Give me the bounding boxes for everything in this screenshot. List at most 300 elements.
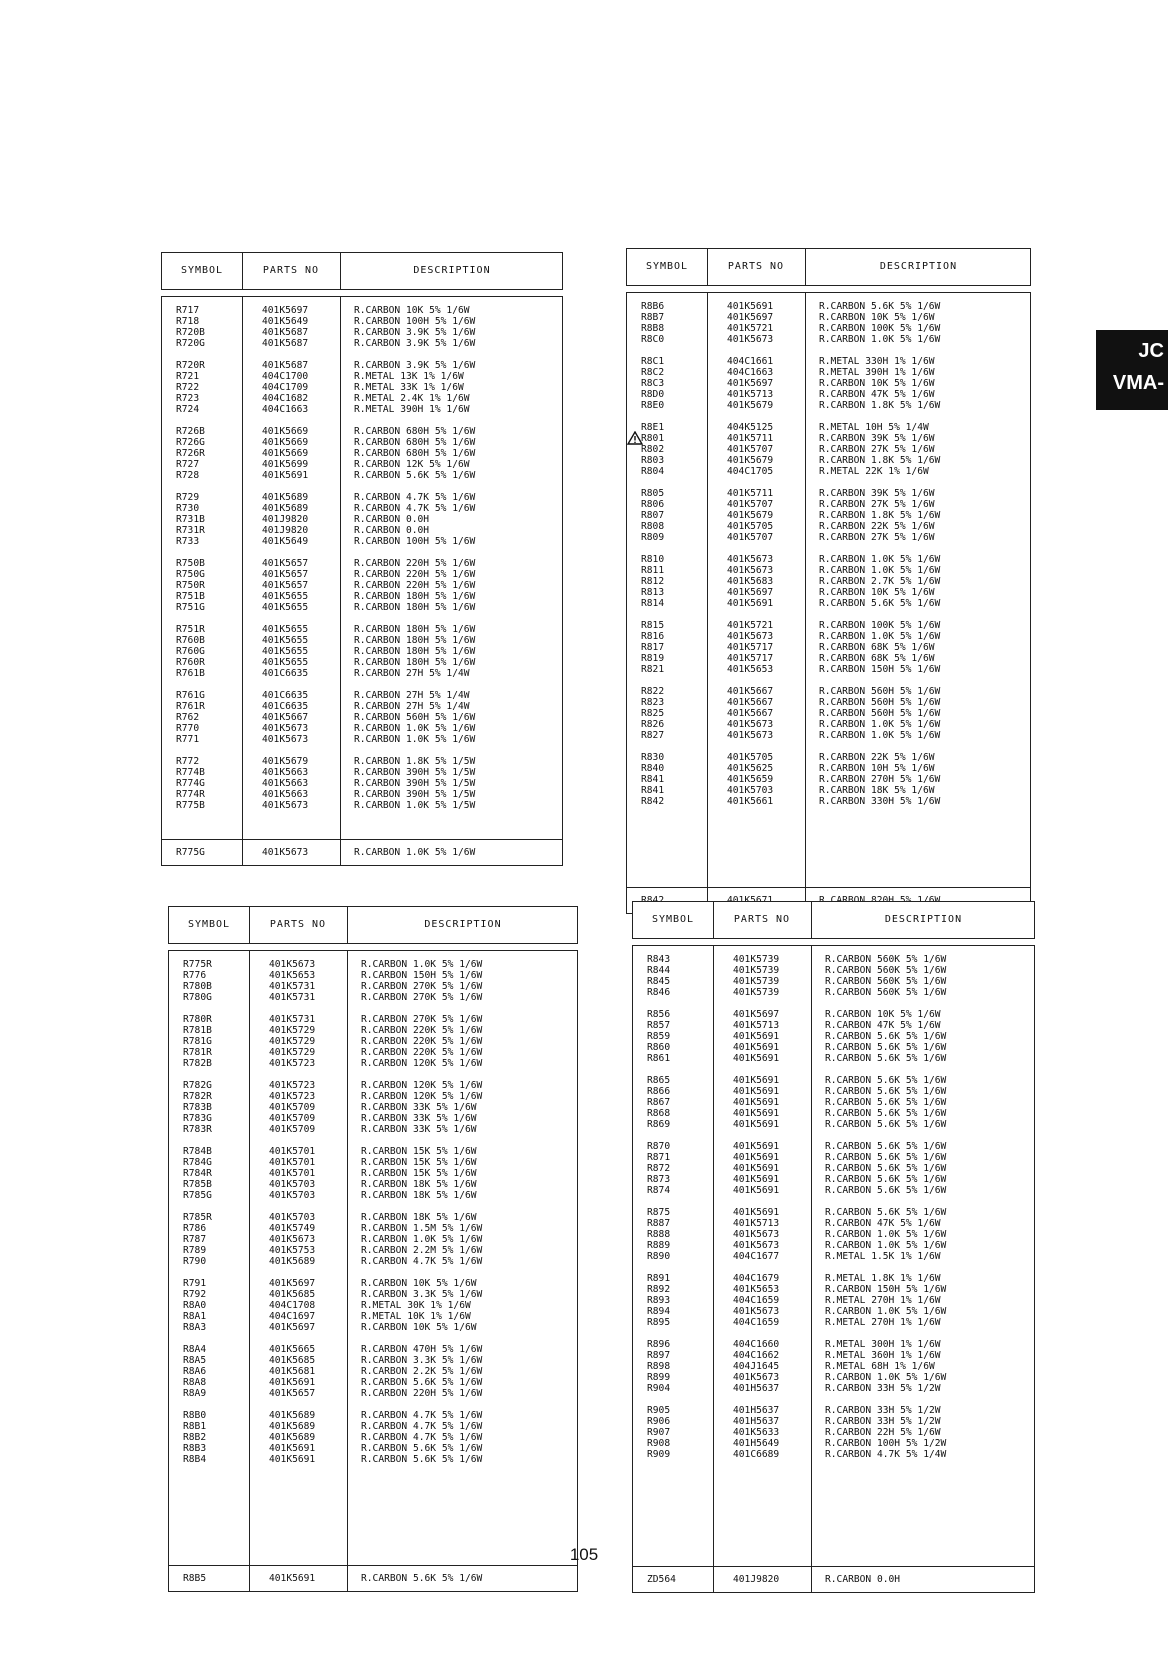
symbol-cell: R726R — [176, 448, 205, 459]
symbol-cell: R782B — [183, 1058, 212, 1069]
parts-no-cell: 401K5655 — [262, 635, 309, 646]
parts-table-2 — [626, 248, 1031, 807]
table-row — [633, 1251, 1034, 1262]
row-group — [633, 954, 1034, 998]
symbol-cell: R825 — [641, 708, 665, 719]
description-cell: R.METAL 13K 1% 1/6W — [354, 371, 464, 382]
parts-no-cell: 401K5663 — [262, 767, 309, 778]
table-row — [169, 1256, 577, 1267]
table-row — [162, 558, 562, 569]
header-parts-no: PARTS NO — [269, 919, 327, 930]
parts-no-cell: 401K5689 — [269, 1421, 316, 1432]
header-description: DESCRIPTION — [413, 265, 491, 276]
symbol-cell: R856 — [647, 1009, 671, 1020]
parts-no-cell: 401K5703 — [269, 1179, 316, 1190]
description-cell: R.CARBON 5.6K 5% 1/6W — [819, 301, 941, 312]
symbol-cell: R750G — [176, 569, 205, 580]
table-row — [169, 1146, 577, 1157]
table-row — [633, 1240, 1034, 1251]
parts-no-cell: 404C1679 — [733, 1273, 780, 1284]
table-row — [169, 959, 577, 970]
symbol-cell: R783B — [183, 1102, 212, 1113]
description-cell: R.CARBON 3.3K 5% 1/6W — [361, 1289, 483, 1300]
description-cell: R.CARBON 18K 5% 1/6W — [819, 785, 935, 796]
parts-no-cell: 401K5691 — [733, 1108, 780, 1119]
symbol-cell: R782R — [183, 1091, 212, 1102]
parts-no-cell: 401K5739 — [733, 965, 780, 976]
description-cell: R.CARBON 1.5M 5% 1/6W — [361, 1223, 483, 1234]
symbol-cell: R731R — [176, 525, 205, 536]
description-cell: R.METAL 270H 1% 1/6W — [825, 1317, 941, 1328]
description-cell: R.CARBON 220H 5% 1/6W — [361, 1388, 483, 1399]
parts-no-cell: 401K5701 — [269, 1157, 316, 1168]
description-cell: R.METAL 330H 1% 1/6W — [819, 356, 935, 367]
description-cell: R.CARBON 1.0K 5% 1/6W — [354, 723, 476, 734]
description-cell: R.CARBON 3.9K 5% 1/6W — [354, 360, 476, 371]
symbol-cell: R846 — [647, 987, 671, 998]
table-row — [627, 730, 1030, 741]
description-cell: R.CARBON 18K 5% 1/6W — [361, 1179, 477, 1190]
parts-no-cell: 401K5731 — [269, 992, 316, 1003]
description-cell: R.CARBON 47K 5% 1/6W — [819, 389, 935, 400]
table-row — [627, 631, 1030, 642]
table-row — [162, 847, 562, 858]
parts-no-cell: 401K5633 — [733, 1427, 780, 1438]
table-row — [627, 763, 1030, 774]
description-cell: R.CARBON 10H 5% 1/6W — [819, 763, 935, 774]
parts-no-cell: 401K5687 — [262, 360, 309, 371]
table-row — [162, 591, 562, 602]
row-group — [169, 1080, 577, 1135]
table-row — [169, 1102, 577, 1113]
description-cell: R.CARBON 15K 5% 1/6W — [361, 1146, 477, 1157]
table-row — [162, 338, 562, 349]
parts-no-cell: 401K5697 — [269, 1278, 316, 1289]
header-symbol: SYMBOL — [645, 261, 689, 272]
table-row — [169, 1289, 577, 1300]
parts-no-cell: 401K5691 — [269, 1573, 316, 1584]
table-row — [633, 954, 1034, 965]
side-tab-line1: JC — [1138, 340, 1164, 362]
row-group — [633, 1405, 1034, 1460]
symbol-cell: R804 — [641, 466, 665, 477]
table-header — [168, 906, 578, 944]
parts-no-cell: 401C6689 — [733, 1449, 780, 1460]
parts-no-cell: 401K5659 — [727, 774, 774, 785]
table-divider — [633, 1566, 1034, 1567]
description-cell: R.CARBON 10K 5% 1/6W — [819, 587, 935, 598]
symbol-cell: R814 — [641, 598, 665, 609]
symbol-cell: R717 — [176, 305, 200, 316]
description-cell: R.CARBON 270H 5% 1/6W — [819, 774, 941, 785]
parts-no-cell: 401K5697 — [269, 1322, 316, 1333]
symbol-cell: R807 — [641, 510, 665, 521]
symbol-cell: R727 — [176, 459, 200, 470]
description-cell: R.CARBON 560K 5% 1/6W — [825, 987, 947, 998]
parts-no-cell: 401K5711 — [727, 488, 774, 499]
parts-no-cell: 404C1659 — [733, 1295, 780, 1306]
table-row — [162, 459, 562, 470]
description-cell: R.CARBON 27H 5% 1/4W — [354, 701, 470, 712]
parts-no-cell: 401K5723 — [269, 1080, 316, 1091]
description-cell: R.CARBON 5.6K 5% 1/6W — [825, 1141, 947, 1152]
parts-no-cell: 401K5657 — [269, 1388, 316, 1399]
symbol-cell: R842 — [641, 796, 665, 807]
symbol-cell: R896 — [647, 1339, 671, 1350]
symbol-cell: R907 — [647, 1427, 671, 1438]
table-row — [162, 778, 562, 789]
row-group — [633, 1207, 1034, 1262]
symbol-cell: R8B2 — [183, 1432, 207, 1443]
description-cell: R.CARBON 5.6K 5% 1/6W — [825, 1207, 947, 1218]
table-row — [162, 305, 562, 316]
symbol-cell: R887 — [647, 1218, 671, 1229]
parts-no-cell: 401K5691 — [733, 1163, 780, 1174]
row-group — [169, 1344, 577, 1399]
parts-no-cell: 401K5697 — [733, 1009, 780, 1020]
header-symbol: SYMBOL — [187, 919, 231, 930]
description-cell: R.CARBON 560H 5% 1/6W — [819, 708, 941, 719]
parts-no-cell: 401K5713 — [727, 389, 774, 400]
symbol-cell: R8B7 — [641, 312, 665, 323]
symbol-cell: R8B1 — [183, 1421, 207, 1432]
symbol-cell: R8E0 — [641, 400, 665, 411]
table-row — [633, 976, 1034, 987]
symbol-cell: R726G — [176, 437, 205, 448]
description-cell: R.CARBON 120K 5% 1/6W — [361, 1080, 483, 1091]
description-cell: R.CARBON 27K 5% 1/6W — [819, 532, 935, 543]
description-cell: R.CARBON 10K 5% 1/6W — [361, 1322, 477, 1333]
description-cell: R.CARBON 270K 5% 1/6W — [361, 981, 483, 992]
symbol-cell: R8E1 — [641, 422, 665, 433]
symbol-cell: R8B6 — [641, 301, 665, 312]
table-row — [169, 1278, 577, 1289]
table-row — [633, 1152, 1034, 1163]
table-body — [168, 950, 578, 1592]
symbol-cell: R841 — [641, 774, 665, 785]
description-cell: R.CARBON 15K 5% 1/6W — [361, 1157, 477, 1168]
parts-no-cell: 401K5689 — [269, 1256, 316, 1267]
table-row — [162, 536, 562, 547]
symbol-cell: R729 — [176, 492, 200, 503]
table-row — [169, 1366, 577, 1377]
symbol-cell: R827 — [641, 730, 665, 741]
parts-no-cell: 401K5667 — [727, 686, 774, 697]
table-row — [169, 1410, 577, 1421]
row-group — [162, 624, 562, 679]
symbol-cell: R888 — [647, 1229, 671, 1240]
table-row — [162, 503, 562, 514]
table-row — [633, 1295, 1034, 1306]
parts-no-cell: 401K5679 — [727, 510, 774, 521]
symbol-cell: R812 — [641, 576, 665, 587]
parts-no-cell: 401K5703 — [727, 785, 774, 796]
symbol-cell: R8A0 — [183, 1300, 207, 1311]
description-cell: R.CARBON 5.6K 5% 1/6W — [354, 470, 476, 481]
description-cell: R.CARBON 0.0H — [825, 1574, 901, 1585]
table-row — [627, 532, 1030, 543]
parts-no-cell: 401K5673 — [733, 1372, 780, 1383]
side-index-tab — [1096, 330, 1168, 410]
symbol-cell: R823 — [641, 697, 665, 708]
symbol-cell: R784G — [183, 1157, 212, 1168]
description-cell: R.CARBON 2.2M 5% 1/6W — [361, 1245, 483, 1256]
table-row — [169, 1047, 577, 1058]
table-row — [627, 444, 1030, 455]
table-row — [169, 1432, 577, 1443]
description-cell: R.METAL 360H 1% 1/6W — [825, 1350, 941, 1361]
table-row — [627, 378, 1030, 389]
description-cell: R.METAL 10H 5% 1/4W — [819, 422, 929, 433]
description-cell: R.CARBON 150H 5% 1/6W — [825, 1284, 947, 1295]
table-divider — [627, 887, 1030, 888]
table-row — [169, 1113, 577, 1124]
table-row — [633, 1207, 1034, 1218]
symbol-cell: R817 — [641, 642, 665, 653]
table-row — [627, 433, 1030, 444]
table-row — [633, 1438, 1034, 1449]
table-row — [169, 981, 577, 992]
table-row — [162, 690, 562, 701]
description-cell: R.CARBON 1.0K 5% 1/6W — [354, 847, 476, 858]
symbol-cell: R811 — [641, 565, 665, 576]
row-group — [633, 1075, 1034, 1130]
description-cell: R.CARBON 22H 5% 1/6W — [825, 1427, 941, 1438]
description-cell: R.CARBON 1.0K 5% 1/6W — [361, 959, 483, 970]
header-description: DESCRIPTION — [424, 919, 502, 930]
table-row — [162, 646, 562, 657]
row-group — [169, 1573, 577, 1584]
parts-no-cell: 401K5673 — [262, 847, 309, 858]
table-row — [627, 686, 1030, 697]
parts-no-cell: 401K5713 — [733, 1020, 780, 1031]
description-cell: R.CARBON 27H 5% 1/4W — [354, 690, 470, 701]
description-cell: R.CARBON 33H 5% 1/2W — [825, 1383, 941, 1394]
description-cell: R.CARBON 1.0K 5% 1/6W — [825, 1306, 947, 1317]
table-row — [627, 620, 1030, 631]
parts-no-cell: 401C6635 — [262, 690, 309, 701]
description-cell: R.CARBON 680H 5% 1/6W — [354, 448, 476, 459]
table-row — [627, 422, 1030, 433]
header-parts-no: PARTS NO — [727, 261, 785, 272]
parts-no-cell: 401K5653 — [733, 1284, 780, 1295]
parts-no-cell: 404C1677 — [733, 1251, 780, 1262]
parts-no-cell: 401K5691 — [733, 1119, 780, 1130]
parts-no-cell: 401K5729 — [269, 1036, 316, 1047]
symbol-cell: R8A6 — [183, 1366, 207, 1377]
description-cell: R.CARBON 270K 5% 1/6W — [361, 992, 483, 1003]
parts-no-cell: 401K5679 — [727, 455, 774, 466]
description-cell: R.CARBON 10K 5% 1/6W — [354, 305, 470, 316]
header-symbol: SYMBOL — [180, 265, 224, 276]
description-cell: R.CARBON 5.6K 5% 1/6W — [819, 598, 941, 609]
row-group — [627, 488, 1030, 543]
symbol-cell: R760R — [176, 657, 205, 668]
table-row — [169, 1223, 577, 1234]
symbol-cell: R761B — [176, 668, 205, 679]
table-row — [627, 653, 1030, 664]
description-cell: R.CARBON 4.7K 5% 1/6W — [354, 492, 476, 503]
symbol-cell: R8B3 — [183, 1443, 207, 1454]
row-group — [627, 301, 1030, 345]
parts-no-cell: 401K5657 — [262, 580, 309, 591]
parts-no-cell: 401K5691 — [733, 1207, 780, 1218]
symbol-cell: R792 — [183, 1289, 207, 1300]
parts-no-cell: 401K5685 — [269, 1289, 316, 1300]
parts-no-cell: 401K5667 — [262, 712, 309, 723]
table-row — [169, 1421, 577, 1432]
table-row — [627, 587, 1030, 598]
symbol-cell: R841 — [641, 785, 665, 796]
description-cell: R.METAL 1.5K 1% 1/6W — [825, 1251, 941, 1262]
description-cell: R.CARBON 4.7K 5% 1/6W — [361, 1256, 483, 1267]
parts-no-cell: 401K5661 — [727, 796, 774, 807]
table-divider — [169, 1565, 577, 1566]
symbol-cell: R806 — [641, 499, 665, 510]
table-row — [162, 448, 562, 459]
table-row — [627, 708, 1030, 719]
symbol-cell: ZD564 — [647, 1574, 676, 1585]
table-row — [169, 1190, 577, 1201]
row-group — [633, 1009, 1034, 1064]
table-row — [162, 657, 562, 668]
symbol-cell: R870 — [647, 1141, 671, 1152]
parts-no-cell: 401K5653 — [727, 664, 774, 675]
table-row — [162, 767, 562, 778]
symbol-cell: R819 — [641, 653, 665, 664]
table-row — [162, 327, 562, 338]
parts-table-1 — [161, 252, 563, 858]
description-cell: R.CARBON 330H 5% 1/6W — [819, 796, 941, 807]
symbol-cell: R781G — [183, 1036, 212, 1047]
parts-no-cell: 404C1705 — [727, 466, 774, 477]
symbol-cell: R810 — [641, 554, 665, 565]
parts-no-cell: 401K5739 — [733, 954, 780, 965]
description-cell: R.CARBON 180H 5% 1/6W — [354, 657, 476, 668]
parts-no-cell: 401K5673 — [727, 730, 774, 741]
table-row — [627, 796, 1030, 807]
symbol-cell: R893 — [647, 1295, 671, 1306]
table-row — [162, 437, 562, 448]
table-row — [627, 400, 1030, 411]
symbol-cell: R8B0 — [183, 1410, 207, 1421]
symbol-cell: R8A5 — [183, 1355, 207, 1366]
symbol-cell: R723 — [176, 393, 200, 404]
table-row — [169, 1091, 577, 1102]
table-row — [633, 1383, 1034, 1394]
symbol-cell: R783R — [183, 1124, 212, 1135]
parts-no-cell: 401K5649 — [262, 536, 309, 547]
table-row — [633, 1042, 1034, 1053]
symbol-cell: R8A3 — [183, 1322, 207, 1333]
table-row — [162, 602, 562, 613]
symbol-cell: R781R — [183, 1047, 212, 1058]
table-row — [627, 719, 1030, 730]
symbol-cell: R780B — [183, 981, 212, 992]
parts-no-cell: 401K5673 — [262, 734, 309, 745]
table-row — [169, 1573, 577, 1584]
parts-table-4 — [632, 901, 1035, 1585]
symbol-cell: R905 — [647, 1405, 671, 1416]
symbol-cell: R728 — [176, 470, 200, 481]
table-row — [627, 323, 1030, 334]
parts-no-cell: 401K5673 — [733, 1240, 780, 1251]
description-cell: R.CARBON 560K 5% 1/6W — [825, 954, 947, 965]
description-cell: R.CARBON 100H 5% 1/2W — [825, 1438, 947, 1449]
row-group — [633, 1141, 1034, 1196]
table-row — [633, 1339, 1034, 1350]
symbol-cell: R776 — [183, 970, 207, 981]
row-group — [169, 1278, 577, 1333]
table-row — [633, 1284, 1034, 1295]
parts-no-cell: 401K5721 — [727, 620, 774, 631]
parts-no-cell: 401K5655 — [262, 591, 309, 602]
symbol-cell: R898 — [647, 1361, 671, 1372]
symbol-cell: R815 — [641, 620, 665, 631]
row-group — [162, 690, 562, 745]
parts-no-cell: 401K5739 — [733, 987, 780, 998]
row-group — [627, 554, 1030, 609]
table-row — [627, 466, 1030, 477]
description-cell: R.CARBON 68K 5% 1/6W — [819, 642, 935, 653]
table-row — [633, 1141, 1034, 1152]
table-row — [162, 712, 562, 723]
parts-no-cell: 401K5707 — [727, 532, 774, 543]
symbol-cell: R8C3 — [641, 378, 665, 389]
table-row — [633, 1574, 1034, 1585]
description-cell: R.CARBON 27H 5% 1/4W — [354, 668, 470, 679]
symbol-cell: R801 — [641, 433, 665, 444]
table-row — [162, 426, 562, 437]
parts-no-cell: 401K5681 — [269, 1366, 316, 1377]
symbol-cell: R783G — [183, 1113, 212, 1124]
parts-no-cell: 401K5689 — [269, 1432, 316, 1443]
description-cell: R.CARBON 1.0K 5% 1/6W — [361, 1234, 483, 1245]
parts-no-cell: 401K5683 — [727, 576, 774, 587]
symbol-cell: R790 — [183, 1256, 207, 1267]
symbol-cell: R762 — [176, 712, 200, 723]
parts-no-cell: 401K5691 — [733, 1141, 780, 1152]
table-row — [162, 635, 562, 646]
table-row — [169, 1388, 577, 1399]
description-cell: R.CARBON 1.0K 5% 1/6W — [819, 730, 941, 741]
parts-table-3 — [168, 906, 578, 1584]
description-cell: R.CARBON 470H 5% 1/6W — [361, 1344, 483, 1355]
symbol-cell: R899 — [647, 1372, 671, 1383]
table-row — [169, 1355, 577, 1366]
table-body — [161, 296, 563, 866]
description-cell: R.CARBON 22K 5% 1/6W — [819, 752, 935, 763]
description-cell: R.CARBON 47K 5% 1/6W — [825, 1218, 941, 1229]
description-cell: R.CARBON 100H 5% 1/6W — [354, 536, 476, 547]
parts-no-cell: 401K5713 — [733, 1218, 780, 1229]
row-group — [162, 847, 562, 858]
table-row — [633, 987, 1034, 998]
parts-no-cell: 401K5691 — [727, 598, 774, 609]
table-row — [627, 301, 1030, 312]
description-cell: R.CARBON 1.0K 5% 1/6W — [819, 565, 941, 576]
table-header — [626, 248, 1031, 286]
symbol-cell: R761G — [176, 690, 205, 701]
parts-no-cell: 401K5723 — [269, 1091, 316, 1102]
description-cell: R.CARBON 1.0K 5% 1/6W — [825, 1229, 947, 1240]
description-cell: R.CARBON 0.0H — [354, 525, 430, 536]
symbol-cell: R750B — [176, 558, 205, 569]
parts-no-cell: 401K5729 — [269, 1025, 316, 1036]
description-cell: R.CARBON 33K 5% 1/6W — [361, 1102, 477, 1113]
parts-no-cell: 404C1709 — [262, 382, 309, 393]
parts-no-cell: 401K5691 — [733, 1174, 780, 1185]
